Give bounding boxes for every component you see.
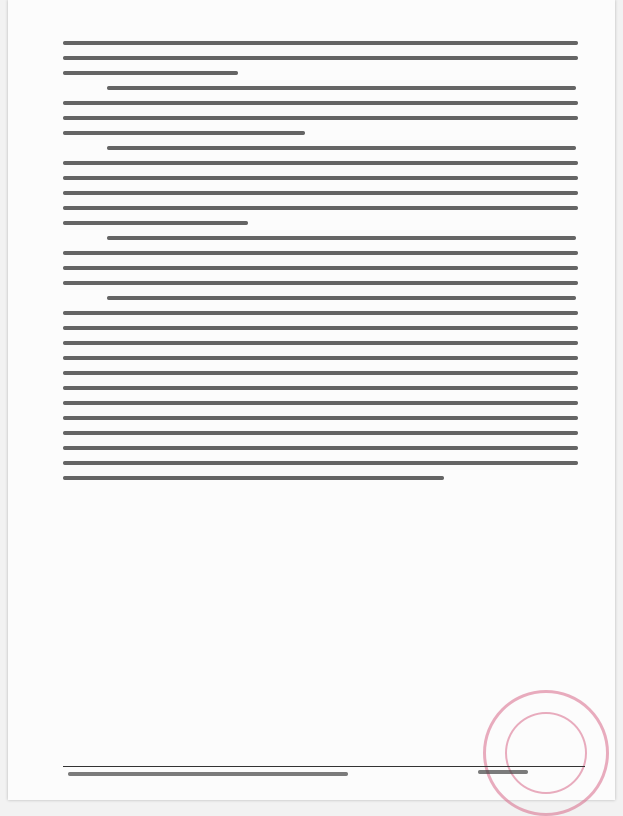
page-number (478, 770, 528, 774)
document-page (8, 0, 615, 800)
body-text (63, 30, 578, 491)
footer-text (68, 772, 348, 776)
paragraph (63, 41, 578, 75)
paragraph (63, 296, 578, 480)
official-stamp-icon (483, 690, 609, 816)
paragraph (63, 86, 578, 135)
footer-divider (63, 766, 585, 767)
paragraph (63, 236, 578, 285)
paragraph (63, 146, 578, 225)
